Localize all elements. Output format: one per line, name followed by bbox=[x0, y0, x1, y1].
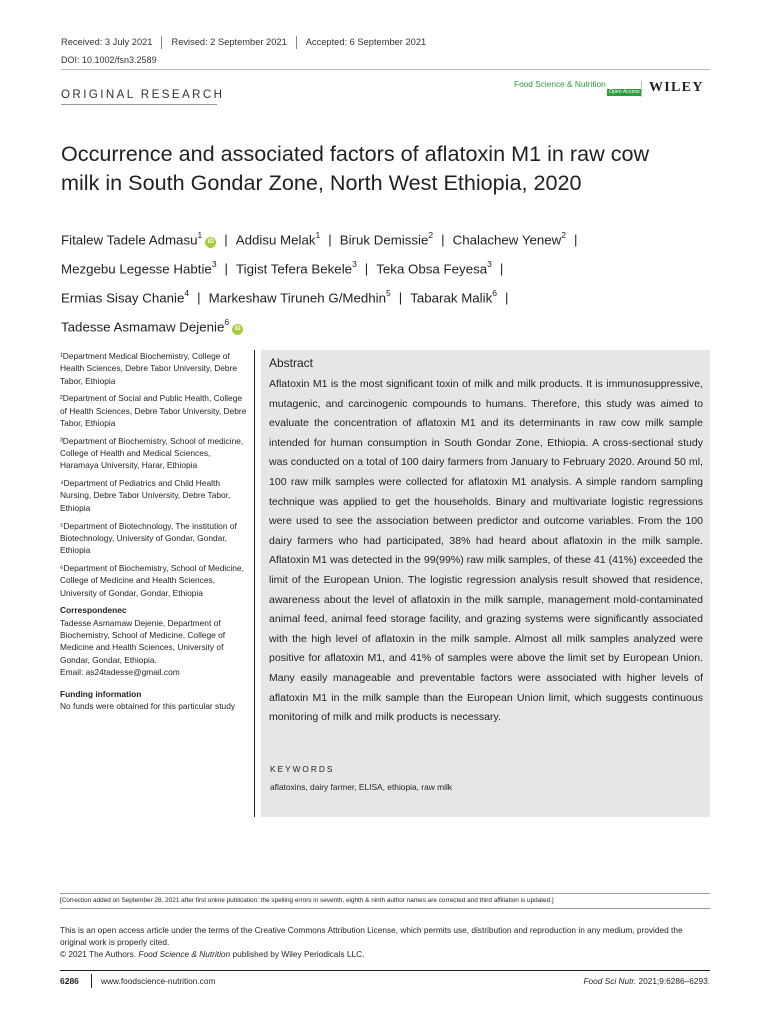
author-affiliation-mark: 4 bbox=[184, 288, 190, 299]
author-affiliation-mark: 6 bbox=[224, 317, 230, 328]
author-name[interactable]: Mezgebu Legesse Habtie bbox=[61, 261, 212, 277]
affiliation: ²Department of Social and Public Health, College of Health Sciences, Debre Tabor University, Debre Tabor, Ethiopia bbox=[60, 393, 247, 428]
date-divider bbox=[161, 36, 162, 49]
page-number: 6286 bbox=[60, 976, 79, 986]
accepted-date: Accepted: 6 September 2021 bbox=[305, 37, 427, 47]
author-line bbox=[61, 311, 721, 340]
author-affiliation-mark: 2 bbox=[561, 230, 567, 240]
affiliation: ⁶Department of Biochemistry, School of Medicine, College of Medicine and Health Sciences, University of Gondar, Gondar, Ethiopia bbox=[60, 562, 244, 598]
affiliation: ³Department of Biochemistry, School of medicine, College of Health and Medical Sciences, Haramaya University, Harar, Ethiopia bbox=[60, 435, 244, 471]
author-affiliation-mark: 1 bbox=[197, 230, 203, 240]
author-name[interactable]: Chalachew Yenew bbox=[452, 232, 562, 248]
correction-note: [Correction added on September 28, 2021 after first online publication: the spelling errors in seventh, eighth & ninth author names are corrected and third affiliation is updated.] bbox=[60, 897, 554, 904]
copyright-suffix: published by Wiley Periodicals LLC. bbox=[230, 949, 365, 959]
author-name[interactable]: Tadesse Asmamaw Dejenie bbox=[61, 319, 225, 335]
copyright bbox=[60, 948, 710, 960]
orcid-icon[interactable]: iD bbox=[232, 324, 243, 335]
author-line: Fitalew Tadele Admasu$^1$iD | Addisu Melak$^1$ | Biruk Demissie$^2$ | Chalachew Yenew$^2$ | bbox=[61, 230, 578, 248]
title-line: Occurrence and associated factors of aflatoxin M1 in raw cow bbox=[61, 141, 650, 166]
copyright-prefix: © 2021 The Authors. bbox=[60, 949, 139, 959]
author-name[interactable]: Ermias Sisay Chanie bbox=[61, 290, 185, 306]
received-date: Received: 3 July 2021 bbox=[61, 37, 153, 47]
correspondence bbox=[60, 604, 250, 678]
funding-heading: Funding information bbox=[60, 689, 142, 700]
author-name[interactable]: Fitalew Tadele Admasu bbox=[61, 232, 198, 248]
copyright-journal: Food Science & Nutrition bbox=[138, 949, 231, 959]
correspondence-email[interactable]: Email: as24tadesse@gmail.com bbox=[60, 666, 180, 677]
correspondence-heading: Correspondenec bbox=[60, 605, 127, 616]
orcid-icon[interactable]: iD bbox=[205, 237, 216, 248]
publisher-logo: WILEY bbox=[649, 80, 704, 95]
affiliations-column bbox=[60, 350, 250, 723]
article-dates bbox=[61, 37, 426, 50]
affiliation: ⁴Department of Pediatrics and Child Health Nursing, Debre Tabor University, Debre Tabor, Ethiopia bbox=[60, 478, 231, 513]
author-name[interactable]: Teka Obsa Feyesa bbox=[376, 261, 488, 277]
citation bbox=[540, 976, 710, 986]
author-line: Ermias Sisay Chanie$^4$ | Markeshaw Tiruneh G/Medhin$^5$ | Tabarak Malik$^6$ | bbox=[61, 288, 509, 306]
funding bbox=[60, 688, 250, 713]
keywords: aflatoxins, dairy farmer, ELISA, ethiopia, raw milk bbox=[270, 782, 452, 792]
keywords-heading: KEYWORDS bbox=[270, 764, 335, 774]
funding-body: No funds were obtained for this particular study bbox=[60, 701, 236, 712]
date-divider bbox=[296, 36, 297, 49]
abstract-divider bbox=[254, 350, 255, 817]
affiliation: ⁵Department of Biotechnology, The institution of Biotechnology, University of Gondar, Gondar, Ethiopia bbox=[60, 520, 237, 556]
correspondence-body: Tadesse Asmamaw Dejenie, Department of Biochemistry, School of Medicine, College of Medicine and Health Sciences, University of Gondar, Gondar, Ethiopia. bbox=[60, 617, 226, 665]
correction-rule bbox=[60, 908, 710, 909]
journal-name: Food Science & Nutrition bbox=[514, 79, 606, 89]
open-access-badge: Open Access bbox=[609, 89, 640, 95]
author-name[interactable]: Tabarak Malik bbox=[410, 290, 493, 306]
revised-date: Revised: 2 September 2021 bbox=[171, 37, 287, 47]
footer-divider bbox=[91, 974, 92, 988]
author-affiliation-mark: 1 bbox=[315, 230, 321, 240]
citation-volume: 2021;9:6286–6293. bbox=[636, 976, 710, 986]
section-underline bbox=[61, 104, 217, 105]
author-name[interactable]: Tigist Tefera Bekele bbox=[236, 261, 353, 277]
header-rule bbox=[61, 69, 710, 70]
abstract-heading: Abstract bbox=[269, 356, 314, 370]
author-affiliation-mark: 6 bbox=[492, 288, 497, 299]
footer-rule bbox=[60, 970, 710, 971]
correction-rule bbox=[60, 893, 710, 894]
brand-divider bbox=[641, 81, 642, 97]
author-affiliation-mark: 5 bbox=[386, 288, 391, 299]
journal-url[interactable]: www.foodscience-nutrition.com bbox=[101, 976, 216, 986]
author-line: Mezgebu Legesse Habtie$^3$ | Tigist Tefera Bekele$^3$ | Teka Obsa Feyesa$^3$ | bbox=[61, 259, 504, 277]
citation-journal: Food Sci Nutr. bbox=[583, 976, 637, 986]
author-list bbox=[61, 224, 721, 340]
author-affiliation-mark: 3 bbox=[487, 259, 492, 270]
license-text: This is an open access article under the terms of the Creative Commons Attribution License, which permits use, distribution and reproduction in any medium, provided the original work is properly cited. bbox=[60, 925, 683, 947]
abstract-text: Aflatoxin M1 is the most significant toxin of milk and milk products. It is immunosuppressive, mutagenic, and carcinogenic compounds to humans. Therefore, this study was aimed to evaluate the concentration of aflatoxin M1 and its determinants in raw cow milk sample intended for human consumption in South Gondar Zone, Ethiopia. A cross-sectional study was conducted on a total of 100 dairy farmers from January to February 2020. Around 50 ml, 100 raw milk samples were collected for aflatoxin M1 analysis. A simple random sampling technique was applied to get the households. Binary and multivariate logistic regressions were used to see the association between predictor and outcome variables. From the 100 dairy farmers who had participated, 38% had heard about aflatoxin in the milk sample. Aflatoxin M1 was detected in the 99(99%) raw milk samples, of these 41 (41%) exceeded the limit of the European Union. The logistic regression analysis result showed that residence, awareness about the level of aflatoxin in the milk sample, management mold-contaminated animal feed, animal feed storage facility, and grazing systems were significantly associated with the high level of aflatoxin in the milk sample. Almost all milk samples analyzed were positive for aflatoxin M1, and 41% of samples were above the limit set by European Union. Many easily manageable and preventable factors were associated with higher levels of aflatoxin M1 in the milk sample than the European Union limit, which suggests continuous monitoring of milk and milk products is necessary. bbox=[269, 378, 703, 724]
author-name[interactable]: Addisu Melak bbox=[235, 232, 316, 248]
section-label: ORIGINAL RESEARCH bbox=[61, 88, 225, 101]
article-title bbox=[61, 139, 721, 197]
title-line: milk in South Gondar Zone, North West Ethiopia, 2020 bbox=[61, 170, 582, 195]
author-affiliation-mark: 2 bbox=[428, 230, 434, 240]
author-affiliation-mark: 3 bbox=[352, 259, 357, 270]
license-block bbox=[60, 924, 710, 960]
author-name[interactable]: Markeshaw Tiruneh G/Medhin bbox=[208, 290, 386, 306]
doi[interactable]: DOI: 10.1002/fsn3.2589 bbox=[61, 55, 157, 65]
author-affiliation-mark: 3 bbox=[211, 259, 217, 270]
author-name[interactable]: Biruk Demissie bbox=[339, 232, 429, 248]
affiliation: ¹Department Medical Biochemistry, College of Health Sciences, Debre Tabor University, Debre Tabor, Ethiopia bbox=[60, 351, 238, 386]
